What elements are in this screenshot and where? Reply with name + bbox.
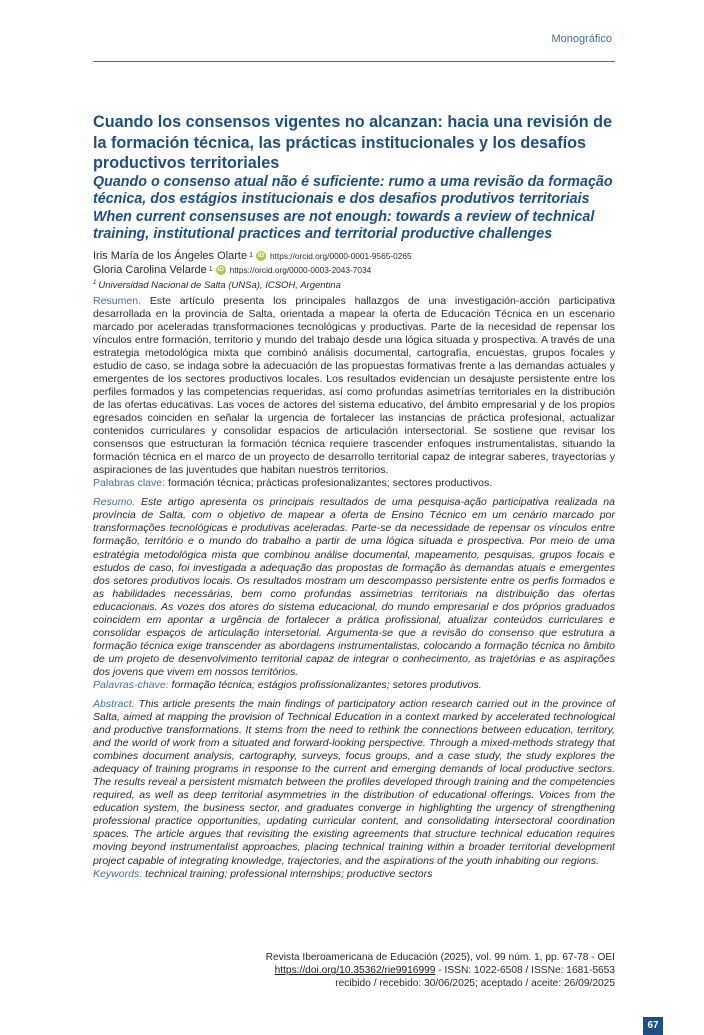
title-spanish: Cuando los consensos vigentes no alcanzan: hacia una revisión de la formación técnica, las prácticas institucionales y los desafíos productivos territoriales: [93, 113, 613, 172]
dates-line: recibido / recebido: 30/06/2025; aceptado / aceite: 26/09/2025: [335, 978, 615, 990]
abstract-label: Resumo.: [93, 496, 136, 509]
keywords-text: formación técnica; prácticas profesionalizantes; sectores productivos.: [165, 477, 493, 490]
keywords-text: technical training; professional internships; productive sectors: [142, 867, 433, 880]
keywords-english: [93, 868, 615, 881]
author-list: [93, 249, 615, 292]
doi-issn-line: [266, 964, 615, 977]
keywords-label: Keywords:: [93, 867, 143, 880]
abstract-english: [93, 698, 615, 868]
journal-citation: Revista Iberoamericana de Educación (2025), vol. 99 núm. 1, pp. 67-78 - OEI: [265, 952, 615, 963]
author-name: Gloria Carolina Velarde: [93, 263, 207, 276]
orcid-link[interactable]: https://orcid.org/0000-0003-2043-7034: [229, 264, 372, 275]
title-portuguese: Quando o consenso atual não é suficiente: rumo a uma revisão da formação técnica, dos estágios institucionais e dos desafios produtivos territoriais: [93, 173, 613, 207]
citation-footer: [266, 951, 615, 991]
keywords-text: formação técnica; estágios profissionalizantes; setores produtivos.: [168, 678, 482, 691]
abstract-text: Este artículo presenta los principales hallazgos de una investigación-acción participativa desarrollada en la provincia de Salta, orientada a mapear la oferta de Educación Técnica en un escenario marcado por aceleradas transformaciones tecnológicas y productivas. Parte de la necesidad de repensar los vínculos entre formación, territorio y mundo del trabajo desde una lógica situada y prospectiva. A través de una estrategia metodológica mixta que combinó análisis documental, cartografía, encuestas, grupos focales y estudio de caso, se indaga sobre la adecuación de las propuestas formativas frente a las demandas actuales y emergentes de los sectores productivos locales. Los resultados evidencian un desajuste persistente entre los perfiles formados y las competencias requeridas, así como profundas asimetrías territoriales en la distribución de las ofertas educativas. Las voces de actores del sistema educativo, del ámbito empresarial y de los propios egresados coinciden en señalar la urgencia de fortalecer las instancias de práctica profesional, actualizar contenidos curriculares y consolidar espacios de articulación intersectorial. Se sostiene que revisar los consensos que estructuran la formación técnica requiere trascender enfoques instrumentalistas, situando la formación técnica en el marco de un proyecto de desarrollo territorial capaz de integrar saberes, trayectorias y aspiraciones de las juventudes que habitan nuestros territorios.: [93, 294, 615, 477]
affiliation: [93, 277, 615, 292]
orcid-link[interactable]: https://orcid.org/0000-0001-9565-0265: [269, 250, 412, 261]
author-item: [93, 263, 615, 277]
author-name: Iris María de los Ángeles Olarte: [93, 249, 248, 262]
affiliation-text: Universidad Nacional de Salta (UNSa), ICSOH, Argentina: [98, 279, 341, 291]
section-label: Monográfico: [551, 33, 612, 45]
doi-link[interactable]: https://doi.org/10.35362/rie9916999: [274, 965, 436, 977]
abstract-label: Resumen.: [93, 294, 142, 307]
author-item: [93, 249, 615, 263]
orcid-icon[interactable]: iD: [217, 265, 224, 273]
abstract-portuguese: [93, 496, 615, 679]
affiliation-mark: 1: [93, 279, 97, 286]
keywords-spanish: [93, 477, 615, 490]
issn-text: - ISSN: 1022-6508 / ISSNe: 1681-5653: [435, 965, 615, 977]
abstract-text: Este artigo apresenta os principais resultados de uma pesquisa-ação participativa realizada na província de Salta, com o objetivo de mapear a oferta de Ensino Técnico em um cenário marcado por transformações tecnológicas e produtivas aceleradas. Parte-se da necessidade de repensar os vínculos entre formação, território e o mundo do trabalho a partir de uma lógica situada e prospectiva. Por meio de uma estratégia metodológica mista que combinou análise documental, mapeamento, pesquisas, grupos focais e estudos de caso, foi investigada a adequação das propostas de formação às demandas atuais e emergentes dos setores produtivos locais. Os resultados mostram um descompasso persistente entre os perfis formados e as habilidades necessárias, bem como profundas assimetrias territoriais na distribuição das ofertas educacionais. As vozes dos atores do sistema educacional, do mundo empresarial e dos próprios graduados coincidem em apontar a urgência de fortalecer a prática profissional, atualizar conteúdos curriculares e consolidar espaços de articulação intersetorial. Argumenta-se que a revisão do consenso que estrutura a formação técnica exige transcender as abordagens instrumentalistas, colocando a formação técnica no âmbito de um projeto de desenvolvimento territorial capaz de integrar o conhecimento, as trajetórias e as aspirações dos jovens que vivem em nossos territórios.: [93, 496, 615, 678]
page-number: 67: [643, 1017, 663, 1035]
abstract-spanish: [93, 295, 615, 478]
keywords-label: Palavras-chave:: [93, 678, 169, 691]
header-rule: [93, 61, 615, 62]
author-affiliation-mark: 1: [249, 251, 253, 259]
keywords-label: Palabras clave:: [93, 477, 166, 490]
article-front-matter: [93, 112, 615, 887]
orcid-icon[interactable]: iD: [257, 251, 265, 259]
abstract-text: This article presents the main findings of participatory action research carried out in the province of Salta, aimed at mapping the provision of Technical Education in a context marked by accelerated technological and productive transformations. It stems from the need to rethink the connections between education, territory, and the world of work from a situated and forward-looking perspective. Through a mixed-methods strategy that combines document analysis, cartography, surveys, focus groups, and a case study, the study explores the adequacy of training programs in response to the current and emerging demands of local productive sectors. The results reveal a persistent mismatch between the profiles developed through training and the competencies required, as well as deep territorial asymmetries in the distribution of educational offerings. Voices from the education system, the business sector, and graduates converge in highlighting the urgency of strengthening professional practice opportunities, updating curricular content, and consolidating intersectoral coordination spaces. The article argues that revisiting the existing agreements that structure technical education requires moving beyond instrumentalist approaches, placing technical training within a broader territorial development project capable of integrating knowledge, trajectories, and the aspirations of the youth inhabiting our regions.: [93, 697, 615, 867]
keywords-portuguese: [93, 679, 615, 692]
abstract-label: Abstract.: [93, 697, 135, 710]
author-affiliation-mark: 1: [208, 265, 213, 273]
title-english: When current consensuses are not enough: towards a review of technical training, institutional practices and territorial productive challenges: [93, 208, 595, 242]
